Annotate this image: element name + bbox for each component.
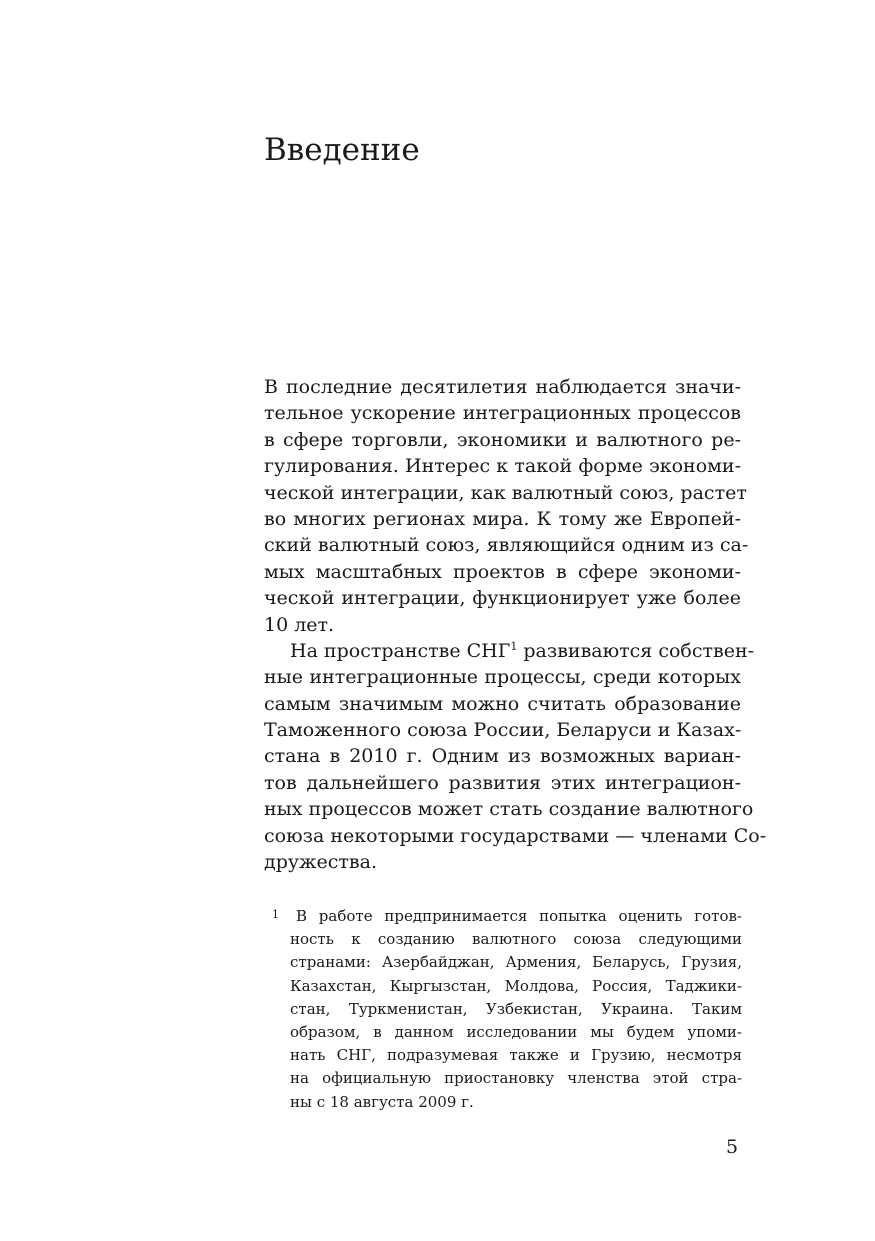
footnote-line: Казахстан, Кыргызстан, Молдова, Россия, Таджики- bbox=[290, 976, 742, 995]
text-line: в сфере торговли, экономики и валютного ре- bbox=[264, 428, 741, 451]
footnote-line: ность к созданию валютного союза следующими bbox=[290, 930, 742, 949]
text-line: тельное ускорение интеграционных процессов bbox=[264, 402, 741, 425]
footnote-line: странами: Азербайджан, Армения, Беларусь, Грузия, bbox=[290, 953, 742, 972]
paragraph-2 bbox=[264, 638, 767, 876]
footnote-reference[interactable]: 1 bbox=[510, 639, 518, 653]
text-line: ческой интеграции, как валютный союз, растет bbox=[264, 481, 747, 504]
text-line: 10 лет. bbox=[264, 613, 335, 636]
text-line: ные интеграционные процессы, среди которых bbox=[264, 666, 741, 689]
text-line bbox=[264, 638, 755, 664]
footnote-line: образом, в данном исследовании мы будем упоми- bbox=[290, 1022, 742, 1041]
text-line: дружества. bbox=[264, 851, 377, 874]
text-line: мых масштабных проектов в сфере экономи- bbox=[264, 560, 741, 583]
paragraph-1 bbox=[264, 374, 749, 638]
text-line: гулирования. Интерес к такой форме экономи- bbox=[264, 455, 741, 478]
text-line: ский валютный союз, являющийся одним из са- bbox=[264, 534, 749, 557]
footnote-text bbox=[290, 905, 742, 1114]
text-line: Таможенного союза России, Беларуси и Казах- bbox=[264, 719, 742, 742]
text-line: самым значимым можно считать образование bbox=[264, 692, 741, 715]
footnote-line: на официальную приостановку членства этой стра- bbox=[290, 1069, 742, 1088]
footnote-line: нать СНГ, подразумевая также и Грузию, несмотря bbox=[290, 1046, 742, 1065]
text-line: тов дальнейшего развития этих интеграцион- bbox=[264, 771, 741, 794]
body-text bbox=[264, 374, 767, 875]
page-number: 5 bbox=[726, 1136, 739, 1158]
text-line: ных процессов может стать создание валютного bbox=[264, 798, 754, 821]
footnote bbox=[272, 905, 742, 1114]
text-line: стана в 2010 г. Одним из возможных вариан- bbox=[264, 745, 741, 768]
footnote-line: стан, Туркменистан, Узбекистан, Украина. Таким bbox=[290, 999, 742, 1018]
text-segment: На пространстве СНГ bbox=[290, 639, 511, 662]
text-line: во многих регионах мира. К тому же Европей- bbox=[264, 507, 741, 530]
footnote-label: 1 bbox=[272, 908, 279, 921]
text-segment: развиваются собствен- bbox=[517, 639, 755, 662]
text-line: ческой интеграции, функционирует уже более bbox=[264, 587, 741, 610]
footnote-line: В работе предпринимается попытка оценить готов- bbox=[296, 907, 742, 925]
footnote-line: ны с 18 августа 2009 г. bbox=[290, 1092, 474, 1111]
text-line: В последние десятилетия наблюдается значи- bbox=[264, 376, 741, 398]
page-title: Введение bbox=[264, 132, 420, 168]
text-line: союза некоторыми государствами — членами Со- bbox=[264, 824, 767, 847]
